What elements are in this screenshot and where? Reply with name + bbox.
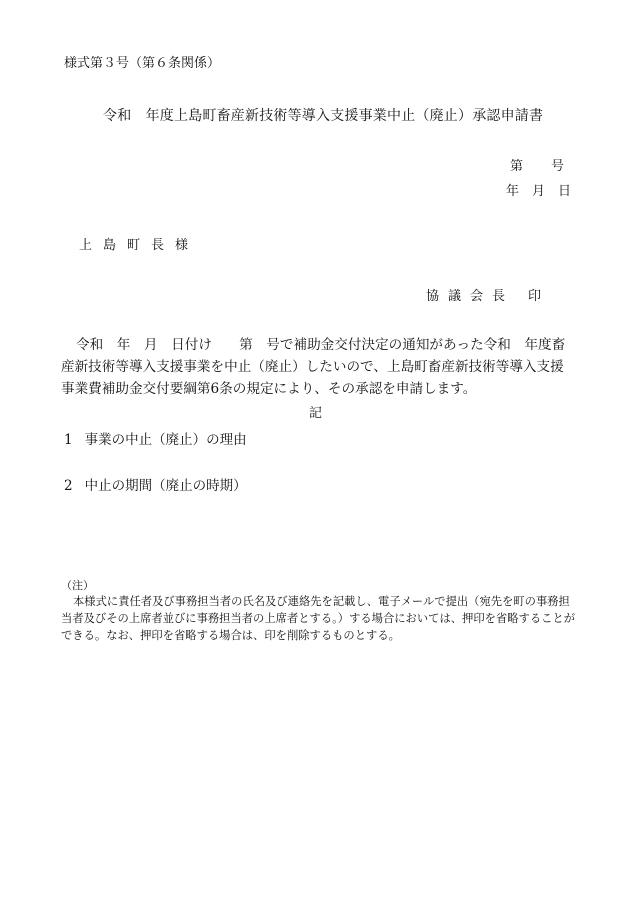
- document-title: 令和 年度上島町畜産新技術等導入支援事業中止（廃止）承認申請書: [103, 108, 544, 124]
- date-line: [506, 180, 571, 199]
- date-day: 日: [558, 184, 572, 199]
- note-text: 本様式に責任者及び事務担当者の氏名及び連絡先を記載し、電子メールで提出（宛先を町の事務担当者及びその上席者並びに事務担当者の上席者とする。）する場合においては、押印を省略することができる。なお、押印を省略する場合は、印を削除するものとする。: [61, 595, 576, 642]
- note-heading: （注）: [61, 579, 94, 592]
- recipient: 上島町長様: [79, 238, 200, 253]
- sender-org: 協議会長: [426, 289, 515, 304]
- item-label: 事業の中止（廃止）の理由: [84, 432, 247, 448]
- document-number: [510, 155, 564, 174]
- item-label: 中止の期間（廃止の時期）: [84, 478, 247, 494]
- list-item: [64, 428, 247, 448]
- list-item: [64, 474, 247, 494]
- date-month: 月: [532, 184, 546, 199]
- document-number-label: 第: [510, 159, 524, 174]
- seal-mark: 印: [528, 289, 542, 304]
- item-number: 1: [64, 432, 73, 448]
- ki-heading: 記: [309, 406, 323, 421]
- body-paragraph: 令和 年 月 日付け 第 号で補助金交付決定の通知があった令和 年度畜産新技術等導入支援事業を中止（廃止）したいので、上島町畜産新技術等導入支援事業費補助金交付要綱第6条の規定により、その承認を申請します。: [61, 337, 566, 397]
- form-number: 様式第３号（第６条関係）: [64, 56, 221, 71]
- item-number: 2: [64, 478, 73, 494]
- sender: [426, 285, 541, 304]
- document-number-suffix: 号: [551, 159, 565, 174]
- date-year: 年: [506, 184, 520, 199]
